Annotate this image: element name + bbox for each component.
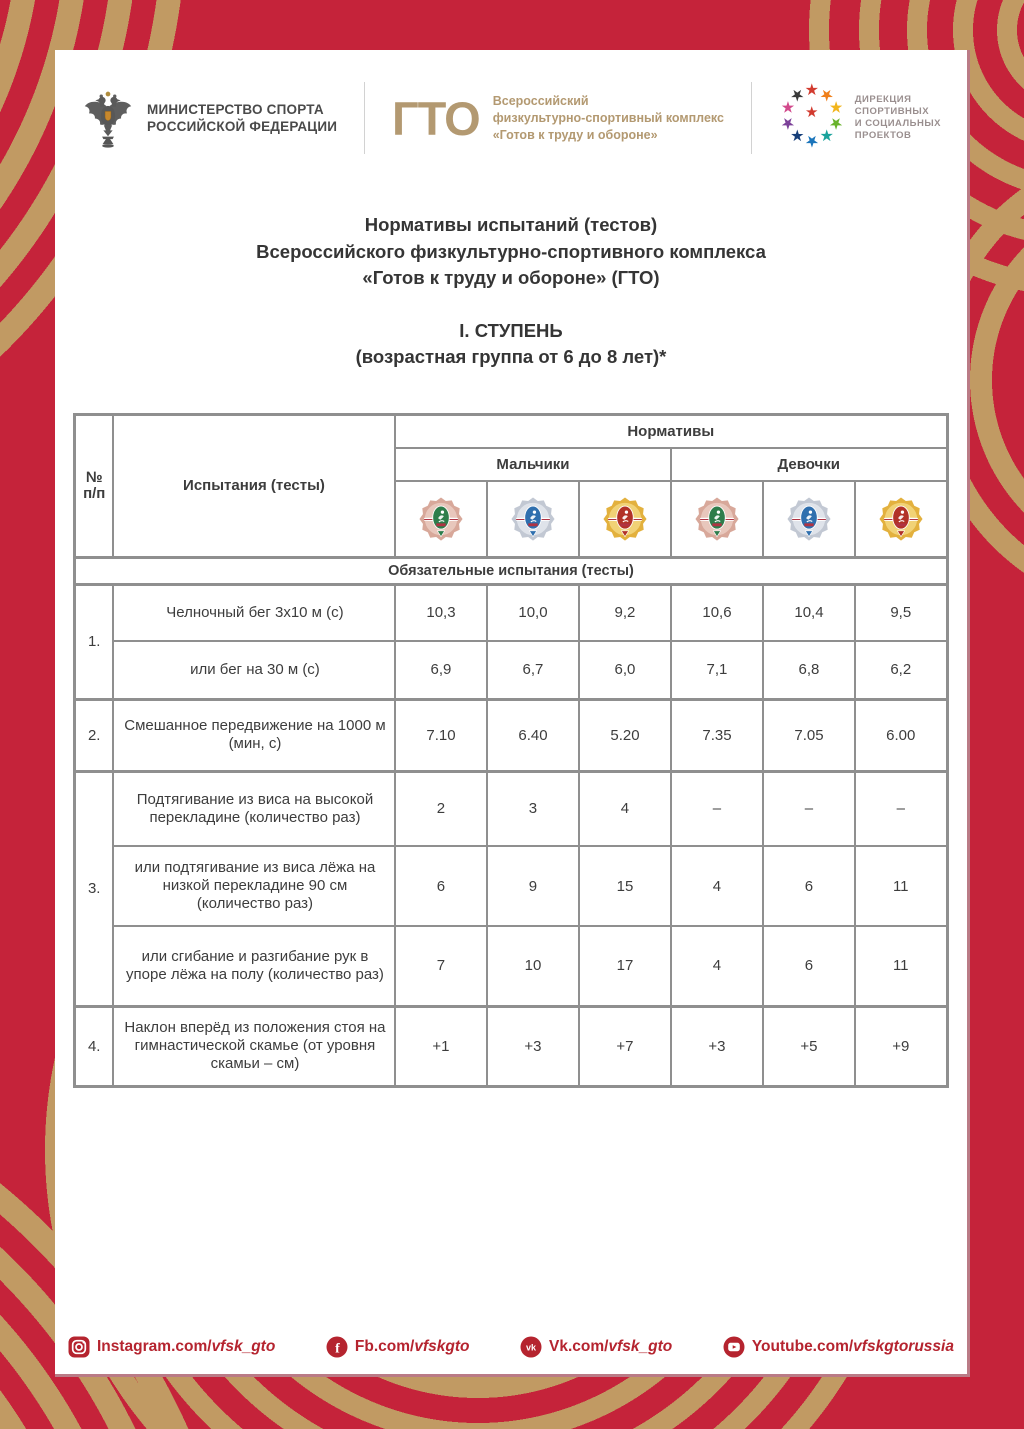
gto-desc-line2: физкультурно-спортивный комплекс xyxy=(492,110,724,125)
value-cell: +7 xyxy=(579,1006,671,1086)
col-header-boys: Мальчики xyxy=(395,448,671,481)
link-handle: vfsk_gto xyxy=(211,1338,276,1355)
test-label: Смешанное передвижение на 1000 м (мин, с) xyxy=(113,699,395,771)
ministry-eagle-icon xyxy=(81,88,135,149)
test-label: Челночный бег 3х10 м (с) xyxy=(113,584,395,641)
link-prefix: Instagram.com/ xyxy=(97,1338,212,1355)
value-cell: +5 xyxy=(763,1006,855,1086)
directorate-line2: СПОРТИВНЫХ xyxy=(854,106,930,117)
instagram-icon xyxy=(68,1336,90,1358)
link-handle: vfskgto xyxy=(414,1338,470,1355)
link-handle: vfsk_gto xyxy=(608,1338,673,1355)
value-cell: 9,5 xyxy=(855,584,947,641)
link-prefix: Fb.com/ xyxy=(354,1338,415,1355)
badge-cell xyxy=(763,481,855,557)
value-cell: 11 xyxy=(855,926,947,1006)
badge-cell xyxy=(395,481,487,557)
value-cell: 6 xyxy=(763,846,855,926)
value-cell: 15 xyxy=(579,846,671,926)
value-cell: 6.40 xyxy=(487,699,579,771)
value-cell: +3 xyxy=(671,1006,763,1086)
stage-title xyxy=(55,318,967,371)
document-title xyxy=(55,212,967,292)
title-line3: «Готов к труду и обороне» (ГТО) xyxy=(362,267,660,288)
section-header: Обязательные испытания (тесты) xyxy=(75,557,947,584)
directorate-line3: И СОЦИАЛЬНЫХ xyxy=(854,118,941,129)
test-label: или сгибание и разгибание рук в упоре лёжа на полу (количество раз) xyxy=(113,926,395,1006)
value-cell: – xyxy=(855,771,947,846)
value-cell: 6.00 xyxy=(855,699,947,771)
gto-desc-line1: Всероссийский xyxy=(492,93,589,108)
value-cell: 7 xyxy=(395,926,487,1006)
value-cell: 10 xyxy=(487,926,579,1006)
gto-logo xyxy=(392,93,724,144)
value-cell: 7,1 xyxy=(671,641,763,699)
directorate-line1: ДИРЕКЦИЯ xyxy=(854,94,912,105)
test-label: или подтягивание из виса лёжа на низкой перекладине 90 см (количество раз) xyxy=(113,846,395,926)
value-cell: 6,2 xyxy=(855,641,947,699)
value-cell: +3 xyxy=(487,1006,579,1086)
badge-cell xyxy=(579,481,671,557)
row-number: 4. xyxy=(75,1006,113,1086)
badge-cell xyxy=(855,481,947,557)
value-cell: 17 xyxy=(579,926,671,1006)
value-cell: 6 xyxy=(395,846,487,926)
value-cell: 10,0 xyxy=(487,584,579,641)
value-cell: – xyxy=(671,771,763,846)
facebook-link[interactable] xyxy=(326,1336,470,1358)
age-group-label: (возрастная группа от 6 до 8 лет)* xyxy=(355,346,667,367)
title-line1: Нормативы испытаний (тестов) xyxy=(364,214,658,235)
value-cell: 10,6 xyxy=(671,584,763,641)
gto-badge-bronze-icon xyxy=(694,494,740,544)
col-header-norms: Нормативы xyxy=(395,414,947,448)
svg-text:f: f xyxy=(335,1341,340,1357)
link-prefix: Vk.com/ xyxy=(549,1338,609,1355)
value-cell: +1 xyxy=(395,1006,487,1086)
row-number: 3. xyxy=(75,771,113,1006)
row-number: 1. xyxy=(75,584,113,699)
value-cell: 9 xyxy=(487,846,579,926)
document-panel xyxy=(55,50,970,1377)
ministry-name-line2: РОССИЙСКОЙ ФЕДЕРАЦИИ xyxy=(147,119,338,134)
logo-divider xyxy=(751,82,752,154)
gto-desc-line3: «Готов к труду и обороне» xyxy=(492,127,658,142)
gto-badge-silver-icon xyxy=(510,494,556,544)
ministry-name-line1: МИНИСТЕРСТВО СПОРТА xyxy=(147,101,324,117)
directorate-line4: ПРОЕКТОВ xyxy=(854,130,912,141)
gto-description xyxy=(493,93,724,144)
value-cell: 7.10 xyxy=(395,699,487,771)
gto-acronym: ГТО xyxy=(391,91,480,145)
value-cell: 4 xyxy=(579,771,671,846)
link-handle: vfskgtorussia xyxy=(853,1338,954,1355)
value-cell: 11 xyxy=(855,846,947,926)
value-cell: 6 xyxy=(763,926,855,1006)
col-header-tests: Испытания (тесты) xyxy=(113,414,395,557)
value-cell: 7.35 xyxy=(671,699,763,771)
gto-badge-bronze-icon xyxy=(418,494,464,544)
directorate-stars-icon: ★ ★ ★ ★ ★ ★ ★ ★ ★ ★ ★ xyxy=(778,82,846,149)
value-cell: 6,9 xyxy=(395,641,487,699)
value-cell: 10,4 xyxy=(763,584,855,641)
stage-label: I. СТУПЕНЬ xyxy=(459,319,563,341)
vk-link[interactable] xyxy=(520,1336,672,1358)
value-cell: 6,8 xyxy=(763,641,855,699)
gto-badge-gold-icon xyxy=(602,494,648,544)
gto-badge-gold-icon xyxy=(878,494,924,544)
directorate-name xyxy=(855,94,941,142)
value-cell: 5.20 xyxy=(579,699,671,771)
value-cell: 9,2 xyxy=(579,584,671,641)
value-cell: 7.05 xyxy=(763,699,855,771)
directorate-logo xyxy=(778,82,941,151)
youtube-icon xyxy=(723,1336,745,1358)
badge-cell xyxy=(671,481,763,557)
title-line2: Всероссийского физкультурно-спортивного комплекса xyxy=(256,240,766,262)
instagram-link[interactable] xyxy=(68,1336,275,1358)
value-cell: 6,0 xyxy=(579,641,671,699)
value-cell: 4 xyxy=(671,926,763,1006)
value-cell: 6,7 xyxy=(487,641,579,699)
value-cell: 2 xyxy=(395,771,487,846)
gto-badge-silver-icon xyxy=(786,494,832,544)
social-links-row xyxy=(68,1336,954,1358)
logo-divider xyxy=(364,82,365,154)
value-cell: – xyxy=(763,771,855,846)
link-prefix: Youtube.com/ xyxy=(751,1338,854,1355)
value-cell: +9 xyxy=(855,1006,947,1086)
value-cell: 3 xyxy=(487,771,579,846)
test-label: Наклон вперёд из положения стоя на гимнастической скамье (от уровня скамьи – см) xyxy=(113,1006,395,1086)
norms-table xyxy=(73,413,948,1088)
logos-row xyxy=(55,50,967,162)
youtube-link[interactable] xyxy=(723,1336,954,1358)
ministry-name xyxy=(147,101,337,136)
facebook-icon xyxy=(326,1336,348,1358)
row-number: 2. xyxy=(75,699,113,771)
test-label: Подтягивание из виса на высокой перекладине (количество раз) xyxy=(113,771,395,846)
col-header-girls: Девочки xyxy=(671,448,947,481)
badge-cell xyxy=(487,481,579,557)
col-header-number: № п/п xyxy=(75,414,113,557)
ministry-logo xyxy=(81,88,337,149)
value-cell: 10,3 xyxy=(395,584,487,641)
vk-icon xyxy=(520,1336,542,1358)
test-label: или бег на 30 м (с) xyxy=(113,641,395,699)
svg-text:vk: vk xyxy=(526,1342,537,1353)
value-cell: 4 xyxy=(671,846,763,926)
